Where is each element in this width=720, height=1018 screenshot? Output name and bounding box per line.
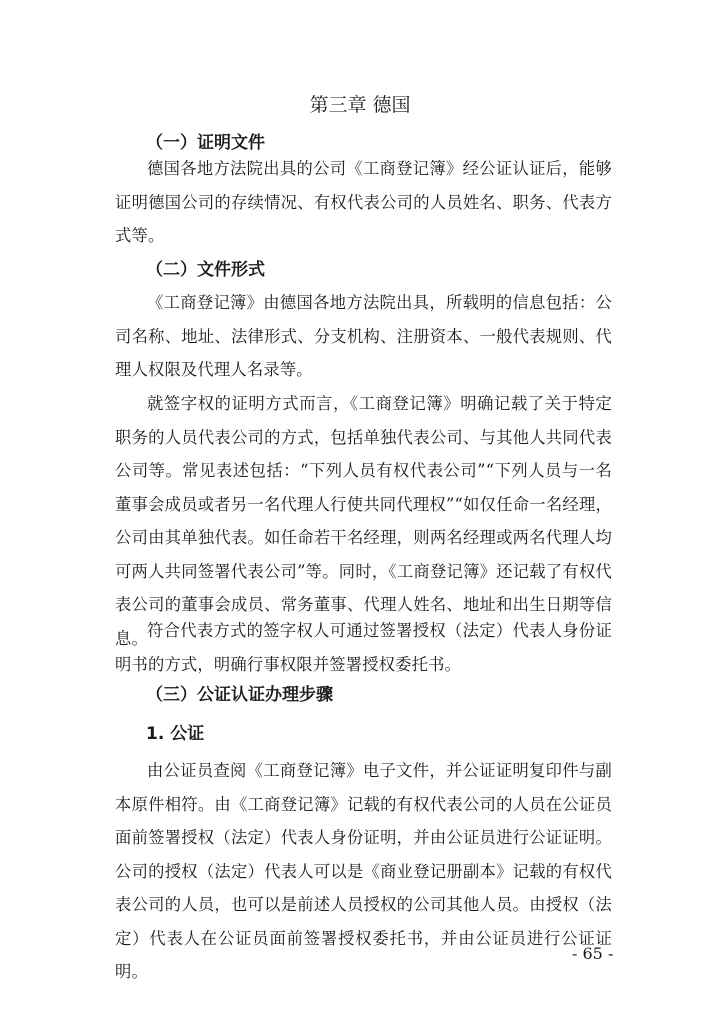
section-heading-notarization-steps: （三）公证认证办理步骤 — [146, 685, 333, 705]
paragraph-signing-authority: 就签字权的证明方式而言，《工商登记簿》明确记载了关于特定职务的人员代表公司的方式，包括单独代表公司、与其他人共同代表公司等。常见表述包括：“下列人员有权代表公司”“下列人员与一名董事会成员或者另一名代理人行使共同代理权”“如仅任命一名经理，公司由其单独代表。如任命若干名经理，则两名经理或两名代理人均可两人共同签署代表公司”等。同时，《工商登记簿》还记载了有权代表公司的董事会成员、常务董事、代理人姓名、地址和出生日期等信息。 — [115, 394, 612, 648]
paragraph-authorized-signatory: 符合代表方式的签字权人可通过签署授权（法定）代表人身份证明书的方式，明确行事权限并签署授权委托书。 — [115, 621, 612, 674]
section-heading-document-form: （二）文件形式 — [146, 260, 265, 280]
paragraph-proof-documents: 德国各地方法院出具的公司《工商登记簿》经公证认证后，能够证明德国公司的存续情况、有权代表公司的人员姓名、职务、代表方式等。 — [115, 159, 612, 245]
paragraph-register-contents: 《工商登记簿》由德国各地方法院出具，所载明的信息包括：公司名称、地址、法律形式、分支机构、注册资本、一般代表规则、代理人权限及代理人名录等。 — [115, 293, 612, 379]
page-number: - 65 - — [572, 944, 614, 963]
subheading-notarization: 1. 公证 — [146, 724, 205, 744]
section-heading-proof-documents: （一）证明文件 — [146, 133, 265, 153]
paragraph-notarization-process: 由公证员查阅《工商登记簿》电子文件，并公证证明复印件与副本原件相符。由《工商登记簿》记载的有权代表公司的人员在公证员面前签署授权（法定）代表人身份证明，并由公证员进行公证证明。公司的授权（法定）代表人可以是《商业登记册副本》记载的有权代表公司的人员，也可以是前述人员授权的公司其他人员。由授权（法定）代表人在公证员面前签署授权委托书，并由公证员进行公证证明。 — [115, 761, 612, 981]
chapter-title: 第三章 德国 — [309, 94, 411, 116]
